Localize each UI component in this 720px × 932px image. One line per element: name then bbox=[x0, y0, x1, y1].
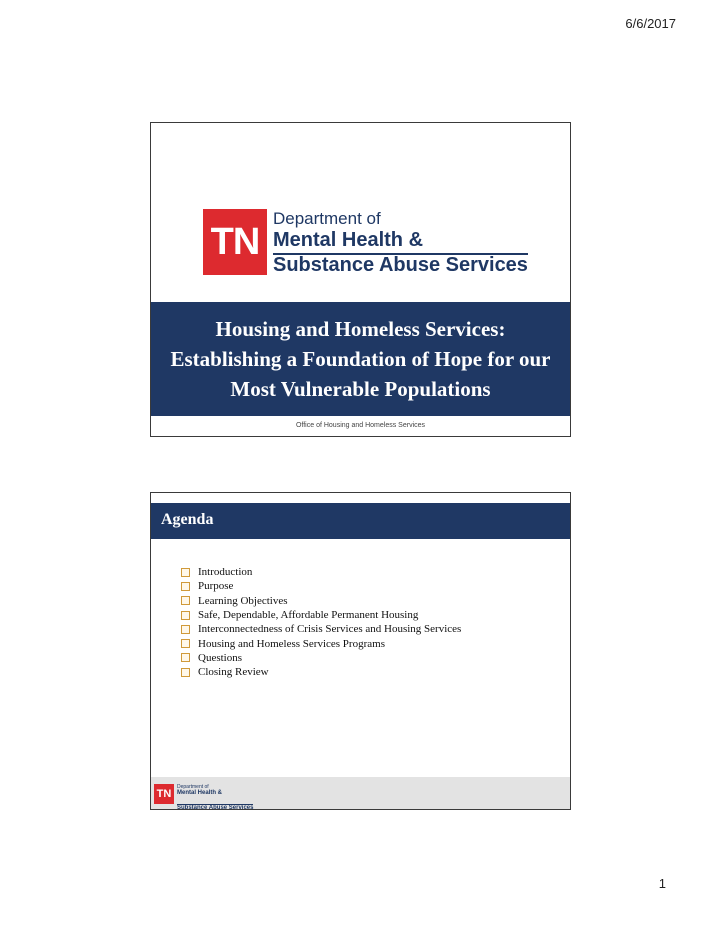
slide-title bbox=[150, 122, 571, 437]
checkbox-bullet-icon bbox=[181, 611, 190, 620]
checkbox-bullet-icon bbox=[181, 625, 190, 634]
logo-mental-health-text: Mental Health & bbox=[177, 790, 223, 797]
slide-agenda bbox=[150, 492, 571, 810]
logo-mental-health-text: Mental Health & bbox=[273, 228, 424, 251]
checkbox-bullet-icon bbox=[181, 653, 190, 662]
presentation-title: Housing and Homeless Services: Establishing a Foundation of Hope for our Most Vulnerable Populations bbox=[170, 317, 551, 401]
tn-dmhsas-logo-small bbox=[154, 784, 253, 810]
checkbox-bullet-icon bbox=[181, 639, 190, 648]
list-item: Purpose bbox=[181, 579, 461, 593]
list-item: Interconnectedness of Crisis Services and Housing Services bbox=[181, 622, 461, 636]
list-item: Introduction bbox=[181, 565, 461, 579]
list-item: Safe, Dependable, Affordable Permanent Housing bbox=[181, 608, 461, 622]
slide-footer-office: Office of Housing and Homeless Services bbox=[295, 422, 426, 429]
logo-substance-abuse-text: Substance Abuse Services bbox=[273, 253, 528, 276]
checkbox-bullet-icon bbox=[181, 596, 190, 605]
agenda-title: Agenda bbox=[161, 511, 214, 528]
list-item: Closing Review bbox=[181, 665, 461, 679]
logo-department-text: Department of bbox=[177, 784, 209, 790]
checkbox-bullet-icon bbox=[181, 568, 190, 577]
checkbox-bullet-icon bbox=[181, 582, 190, 591]
title-band bbox=[151, 302, 570, 416]
list-item: Housing and Homeless Services Programs bbox=[181, 636, 461, 650]
tn-dmhsas-logo bbox=[203, 209, 528, 276]
list-item: Questions bbox=[181, 651, 461, 665]
page-number: 1 bbox=[658, 876, 666, 891]
agenda-header-band bbox=[151, 503, 570, 539]
logo-substance-abuse-text: Substance Abuse Services bbox=[177, 804, 254, 810]
checkbox-bullet-icon bbox=[181, 668, 190, 677]
agenda-list bbox=[181, 565, 461, 679]
tn-logo-mark: TN bbox=[154, 784, 174, 804]
logo-department-text: Department of bbox=[273, 209, 381, 228]
tn-logo-mark: TN bbox=[203, 209, 267, 275]
list-item: Learning Objectives bbox=[181, 594, 461, 608]
page-date: 6/6/2017 bbox=[625, 16, 676, 31]
slide-footer-bar bbox=[151, 777, 570, 809]
